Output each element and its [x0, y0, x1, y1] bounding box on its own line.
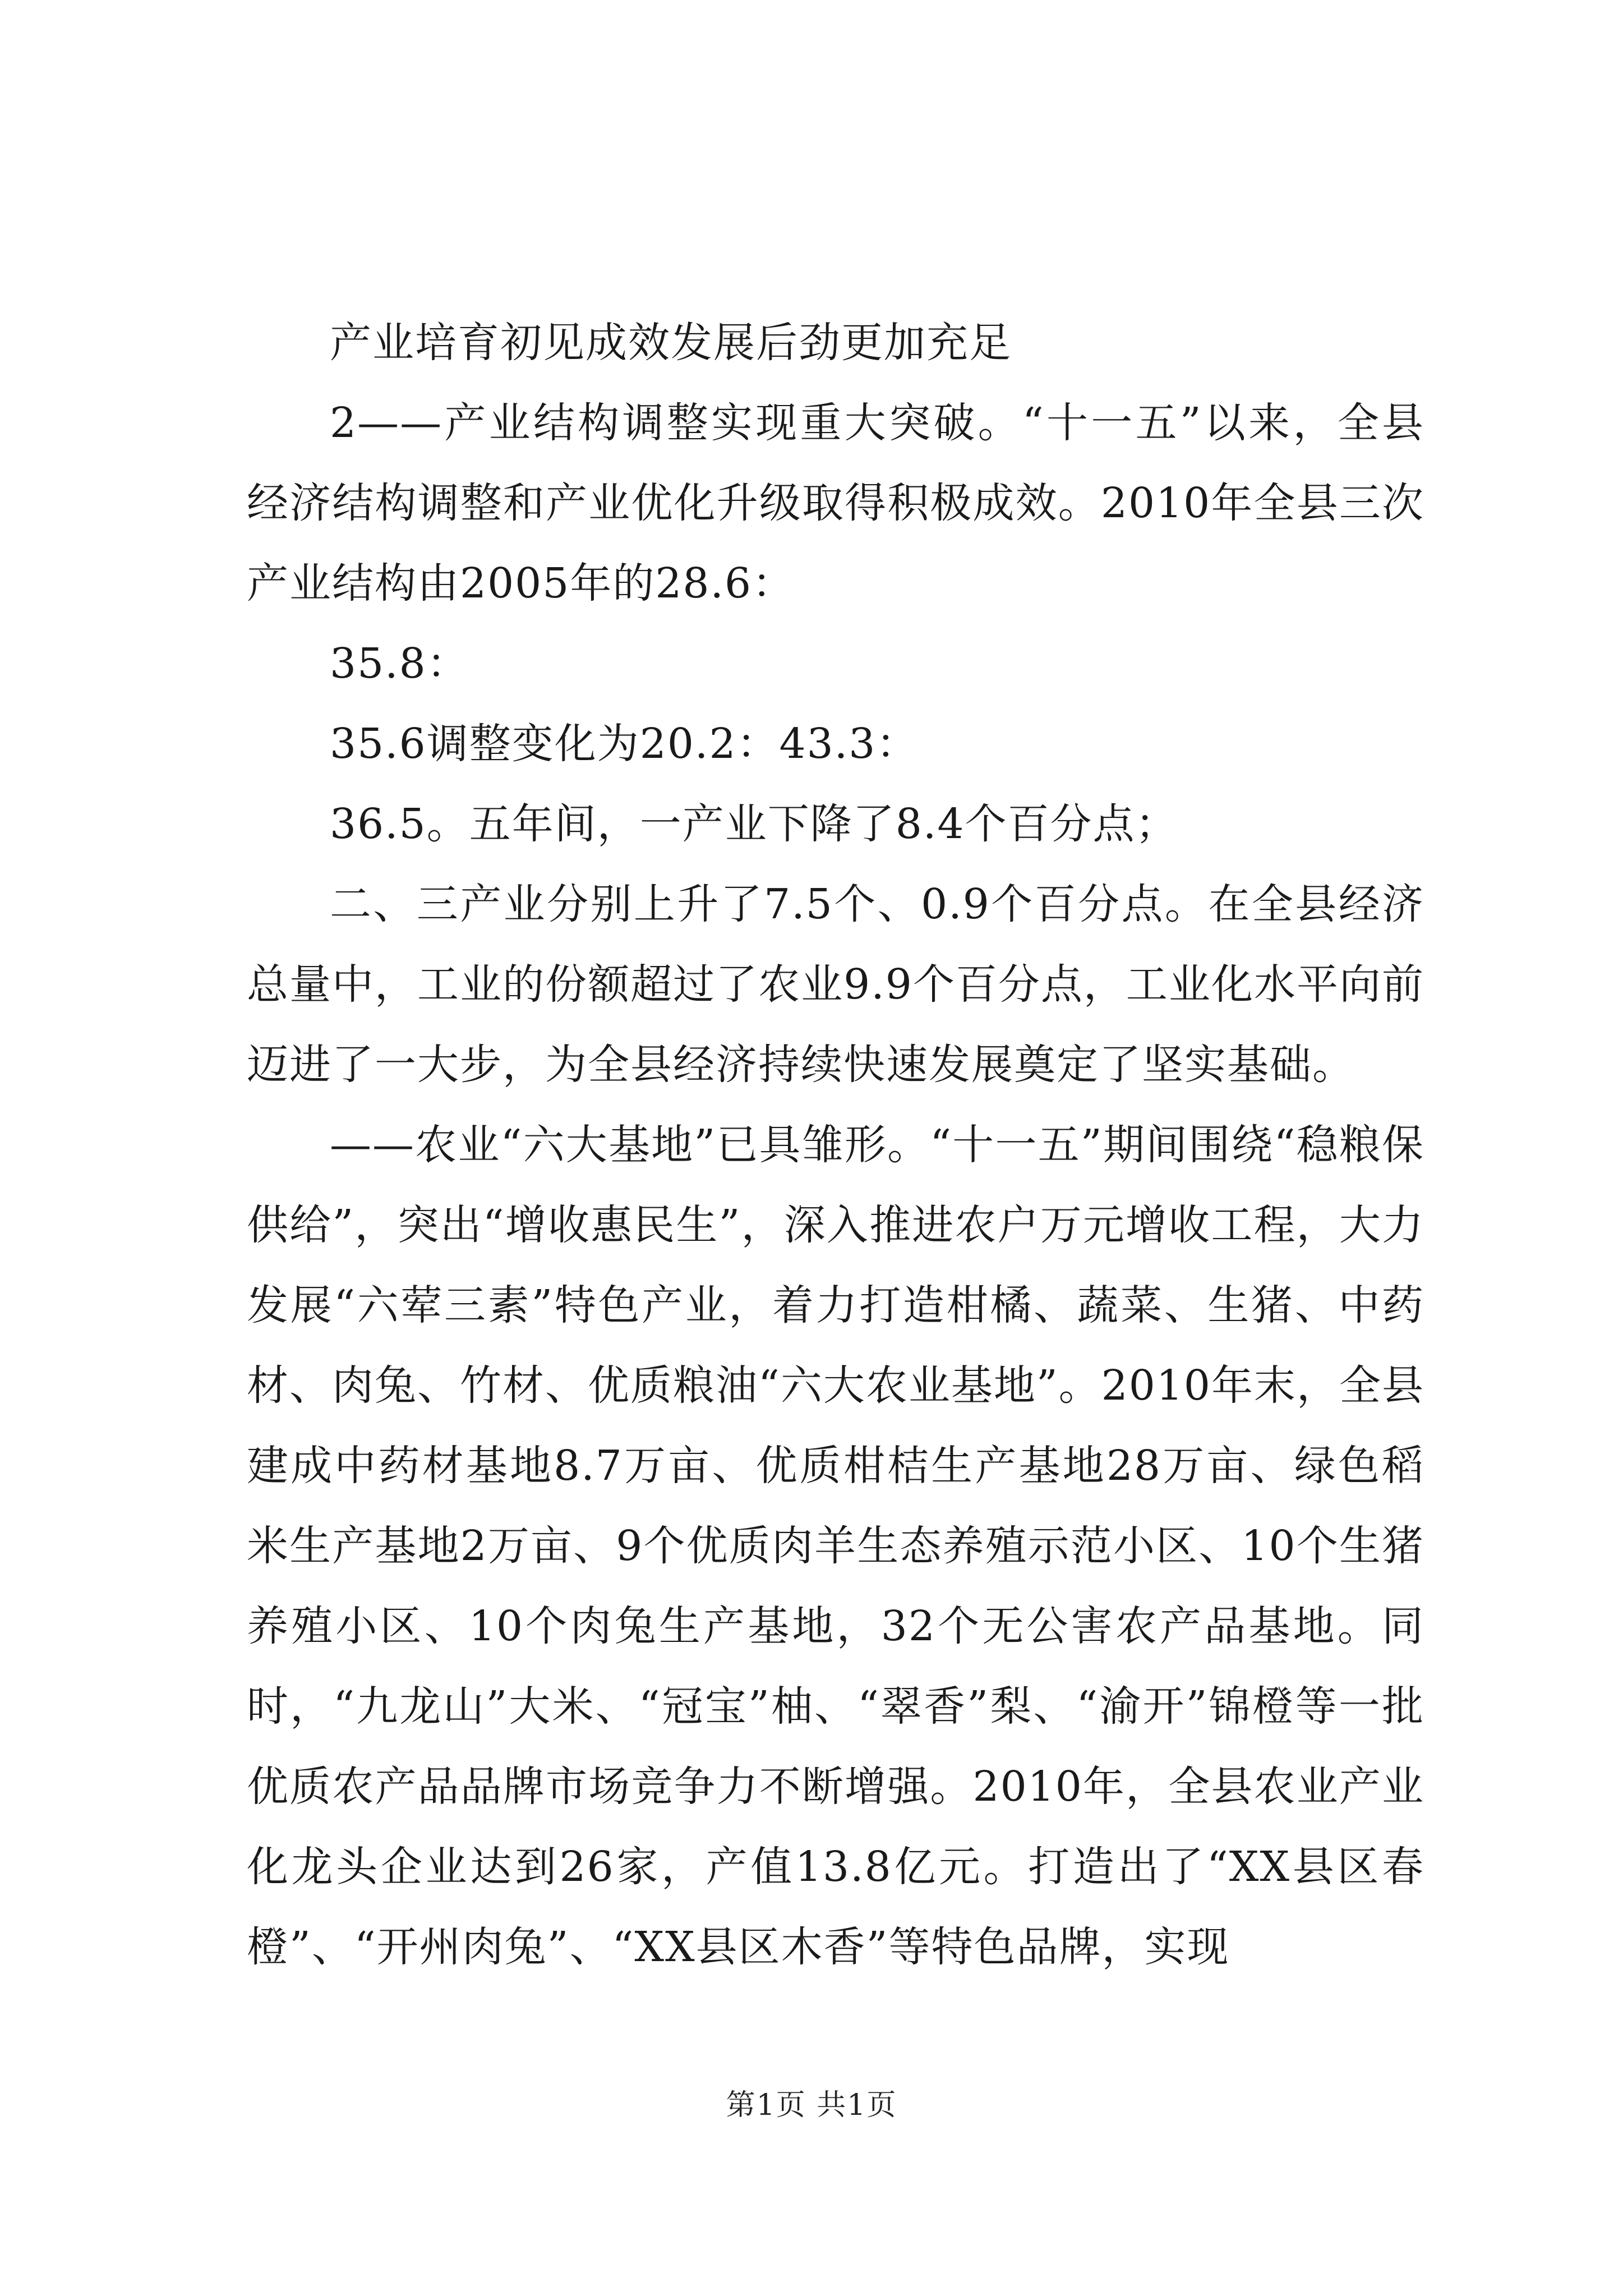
paragraph: 35.6调整变化为20.2：43.3： [330, 720, 919, 768]
paragraph: 35.8： [330, 639, 469, 688]
paragraph: ——农业“六大基地”已具雏形。“十一五”期间围绕“稳粮保供给”，突出“增收惠民生”，深入推进农户万元增收工程，大力发展“六荤三素”特色产业，着力打造柑橘、蔬菜、生猪、中药材、肉兔、竹材、优质粮油“六大农业基地”。2010年末，全县建成中药材基地8.7万亩、优质柑桔生产基地28万亩、绿色稻米生产基地2万亩、9个优质肉羊生态养殖示范小区、10个生猪养殖小区、10个肉兔生产基地，32个无公害农产品基地。同时，“九龙山”大米、“冠宝”柚、“翠香”梨、“渝开”锦橙等一批优质农产品品牌市场竞争力不断增强。2010年，全县农业产业化龙头企业达到26家，产值13.8亿元。打造出了“XX县区春橙”、“开州肉兔”、“XX县区木香”等特色品牌，实现 [247, 1121, 1424, 1971]
section-heading: 产业培育初见成效发展后劲更加充足 [330, 319, 1012, 367]
document-body [247, 303, 1424, 1987]
page-footer: 第1页 共1页 [726, 2088, 897, 2122]
paragraph: 2——产业结构调整实现重大突破。“十一五”以来，全县经济结构调整和产业优化升级取得积极成效。2010年全县三次产业结构由2005年的28.6： [247, 399, 1424, 608]
paragraph: 36.5。五年间，一产业下降了8.4个百分点； [330, 800, 1178, 848]
paragraph: 二、三产业分别上升了7.5个、0.9个百分点。在全县经济总量中，工业的份额超过了农业9.9个百分点，工业化水平向前迈进了一大步，为全县经济持续快速发展奠定了坚实基础。 [247, 880, 1424, 1089]
